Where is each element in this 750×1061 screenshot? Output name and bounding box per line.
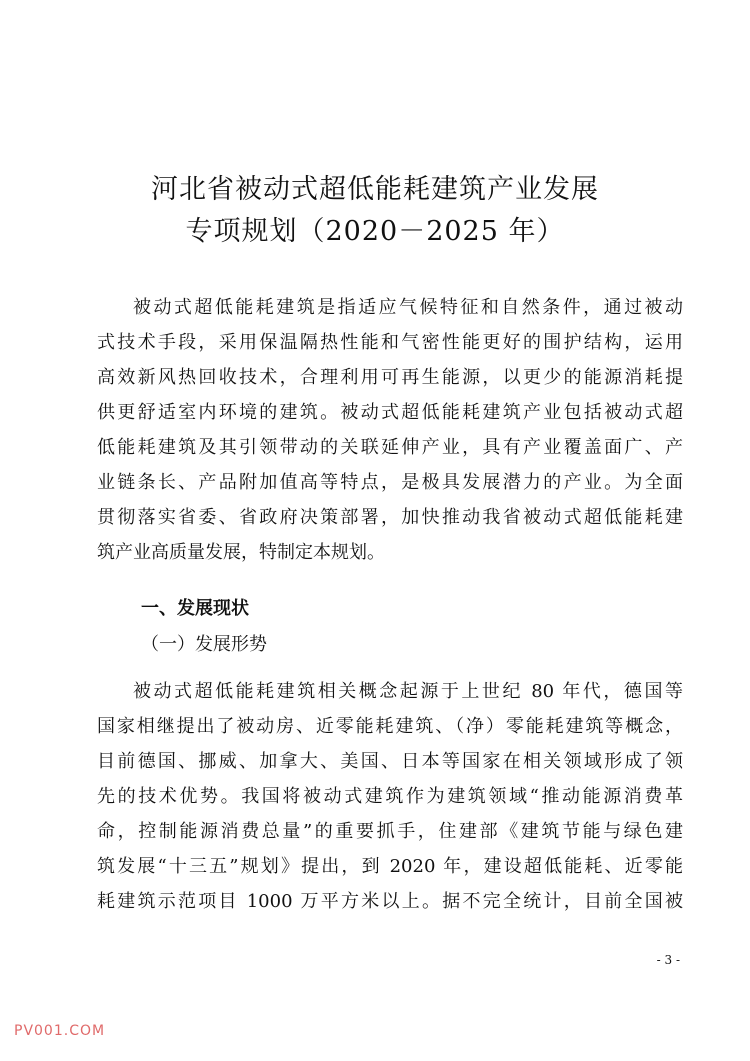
intro-line: 被动式超低能耗建筑是指适应气候特征和自然条件，通过被动	[133, 297, 683, 318]
intro-line: 贯彻落实省委、省政府决策部署，加快推动我省被动式超低能耗建	[97, 507, 683, 528]
body-line: 先的技术优势。我国将被动式建筑作为建筑领域“推动能源消费革	[97, 786, 683, 807]
intro-line: 式技术手段，采用保温隔热性能和气密性能更好的围护结构，运用	[97, 332, 683, 353]
intro-line: 筑产业高质量发展，特制定本规划。	[97, 542, 385, 563]
document-title-line-2: 专项规划（2020－2025 年）	[185, 216, 565, 247]
intro-line: 低能耗建筑及其引领带动的关联延伸产业，具有产业覆盖面广、产	[97, 437, 683, 458]
body-line: 筑发展“十三五”规划》提出，到 2020 年，建设超低能耗、近零能	[97, 856, 683, 877]
intro-line: 供更舒适室内环境的建筑。被动式超低能耗建筑产业包括被动式超	[97, 402, 683, 423]
intro-line: 高效新风热回收技术，合理利用可再生能源，以更少的能源消耗提	[97, 367, 683, 388]
section-heading: 一、发展现状	[141, 598, 249, 619]
body-line: 国家相继提出了被动房、近零能耗建筑、（净）零能耗建筑等概念，	[97, 716, 683, 737]
page-number: - 3 -	[656, 953, 680, 967]
site-watermark: PV001.COM	[14, 1023, 106, 1039]
body-line: 命，控制能源消费总量”的重要抓手，住建部《建筑节能与绿色建	[97, 821, 683, 842]
body-line: 耗建筑示范项目 1000 万平方米以上。据不完全统计，目前全国被	[97, 891, 683, 912]
subsection-heading: （一）发展形势	[141, 634, 267, 655]
intro-line: 业链条长、产品附加值高等特点，是极具发展潜力的产业。为全面	[97, 472, 683, 493]
body-line: 目前德国、挪威、加拿大、美国、日本等国家在相关领域形成了领	[97, 751, 683, 772]
document-title-line-1: 河北省被动式超低能耗建筑产业发展	[151, 174, 599, 205]
body-line: 被动式超低能耗建筑相关概念起源于上世纪 80 年代，德国等	[133, 681, 683, 702]
